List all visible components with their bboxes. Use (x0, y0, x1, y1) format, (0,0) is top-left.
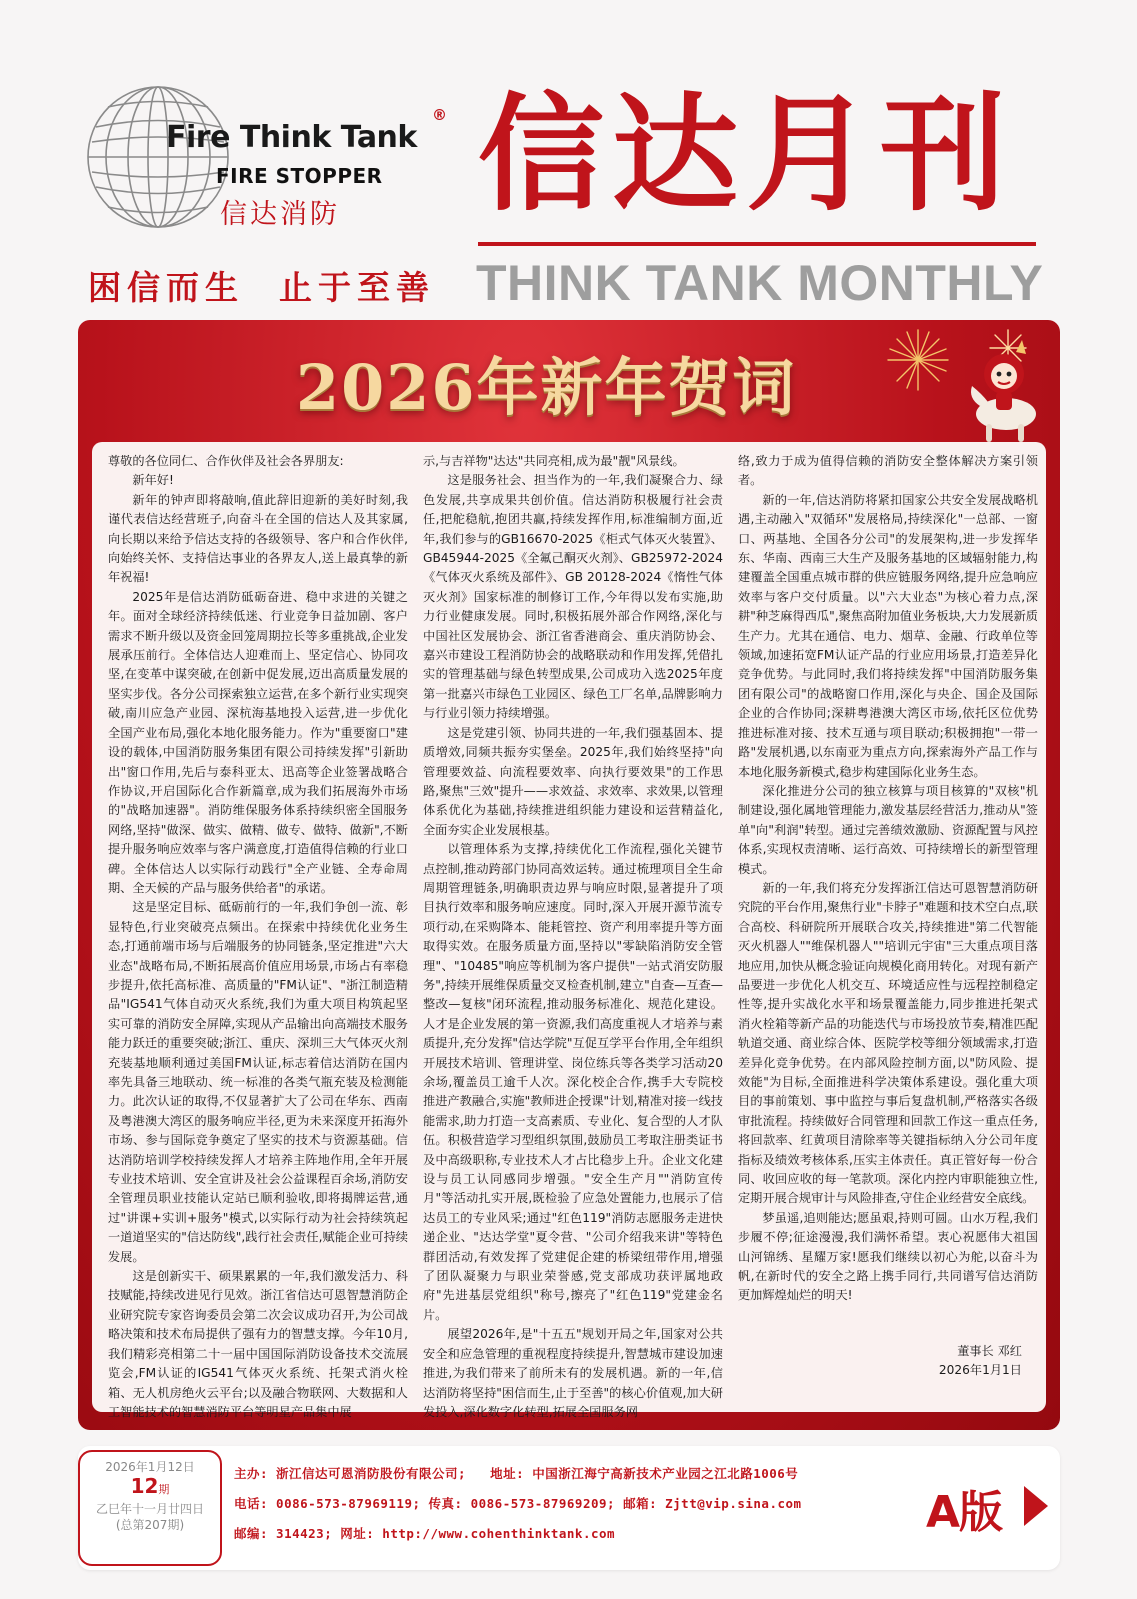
publication-title: 信达月刊 (478, 81, 1014, 228)
letter-paragraph: 展望2026年,是"十五五"规划开局之年,国家对公共安全和应急管理的重视程度持续提升,智慧城市建设加速推进,为我们带来了前所未有的发展机遇。新的一年,信达消防将坚持"困信而生,止于至善"的核心价值观,加大研发投入,深化数字化转型,拓展全国服务网 (423, 1327, 723, 1419)
issue-number-value: 12 (130, 1474, 159, 1498)
letter-paragraph: 深化推进分公司的独立核算与项目核算的"双核"机制建设,强化属地管理能力,激发基层经营活力,推动从"签单"向"利润"转型。通过完善绩效激励、资源配置与风控体系,实现权责清晰、运行高效、可持续增长的新型管理模式。 (738, 783, 1038, 876)
issue-date: 2026年1月12日 (105, 1460, 195, 1474)
letter-paragraph: 这是创新实干、硕果累累的一年,我们激发活力、科技赋能,持续改进见行见效。浙江省信达可恩智慧消防企业研究院专家咨询委员会第二次会议成功召开,为公司战略决策和技术布局提供了强有力的智慧支撑。今年10月,我们精彩亮相第二十一届中国国际消防设备技术交流展览会,FM认证的IG541气体灭火系统、托架式消火栓箱、无人机房绝火云平台;以及融合物联网、大数据和人工智能技术的智慧消防平台等明星产品集中展 (108, 1269, 408, 1419)
letter-paragraph: 尊敬的各位同仁、合作伙伴及社会各界朋友: (108, 454, 344, 468)
letter-column-3 (738, 452, 1038, 1306)
letter-paragraph: 络,致力于成为值得信赖的消防安全整体解决方案引领者。 (738, 454, 1038, 488)
issue-number-suffix: 期 (158, 1483, 170, 1496)
letter-paragraph: 新的一年,我们将充分发挥浙江信达可恩智慧消防研究院的平台作用,聚焦行业"卡脖子"难题和技术空白点,联合高校、科研院所开展联合攻关,持续推进"第二代智能灭火机器人""维保机器人""培训元宇宙"三大重点项目落地应用,加快从概念验证向规模化商用转化。对现有新产品要进一步优化人机交互、环境适应性与远程控制稳定性等,提升实战化水平和场景覆盖能力,同步推进托架式消火栓箱等新产品的功能迭代与市场投放节奏,精准匹配轨道交通、商业综合体、医院学校等细分领域需求,打造差异化竞争优势。在内部风险控制方面,以"防风险、提效能"为目标,全面推进科学决策体系建设。强化重大项目的事前策划、事中监控与事后复盘机制,严格落实各级审批流程。持续做好合同管理和回款工作这一重点任务,将回款率、红黄项目清除率等关键指标纳入分公司年度指标及绩效考核体系,压实主体责任。真正管好每一份合同、收回应收的每一笔款项。深化内控内审职能独立性,定期开展合规审计与风险排查,守住企业经营安全底线。 (738, 880, 1038, 1206)
postal-website-info: 邮编: 314423; 网址: http://www.cohenthinktank.com (234, 1526, 616, 1541)
edition-label: A版 (926, 1487, 1003, 1538)
letter-paragraph: 新年好! (132, 473, 174, 488)
publication-title-en: THINK TANK MONTHLY (476, 255, 1044, 311)
logo-subtitle: FIRE STOPPER (216, 164, 383, 188)
slogan: 困信而生 止于至善 (88, 268, 435, 307)
letter-paragraph: 以管理体系为支撑,持续优化工作流程,强化关键节点控制,推动跨部门协同高效运转。通过梳理项目全生命周期管理链条,明确职责边界与响应时限,显著提升了项目执行效率和服务响应速度。同时,深入开展开源节流专项行动,在采购降本、能耗管控、资产利用率提升等方面取得实效。在服务质量方面,坚持以"零缺陷消防安全管理"、"10485"响应等机制为客户提供"一站式消安防服务",持续开展维保质量交叉检查机制,建立"自查—互查—整改—复核"闭环流程,推动服务标准化、规范化建设。人才是企业发展的第一资源,我们高度重视人才培养与素质提升,充分发挥"信达学院"互促互学平台作用,全年组织开展技术培训、管理讲堂、岗位练兵等各类学习活动20余场,覆盖员工逾千人次。深化校企合作,携手大专院校推进产教融合,实施"教师进企授课"计划,精准对接一线技能需求,助力打造一支高素质、专业化、复合型的人才队伍。积极营造学习型组织氛围,鼓励员工考取注册类证书及中高级职称,专业技术人才占比稳步上升。企业文化建设与员工认同感同步增强。"安全生产月""消防宣传月"等活动扎实开展,既检验了应急处置能力,也展示了信达员工的专业风采;通过"红色119"消防志愿服务走进快递企业、"达达学堂"夏令营、"公司介绍我来讲"等特色群团活动,有效发挥了党建促企建的桥梁纽带作用,增强了团队凝聚力与职业荣誉感,党支部成功获评属地政府"先进基层党组织"称号,擦亮了"红色119"党建金名片。 (423, 842, 723, 1322)
title-divider (478, 242, 1036, 246)
letter-paragraph: 这是坚定目标、砥砺前行的一年,我们争创一流、彰显特色,行业突破亮点频出。在探索中持续优化业务生态,打通前端市场与后端服务的协同链条,坚定推进"六大业态"战略布局,不断拓展高价值应用场景,市场占有率稳步提升,依托高标准、高质量的"FM认证"、"浙江制造精品"IG541气体自动灭火系统,我们为重大项目构筑起坚实可靠的消防安全屏障,实现从产品输出向高端技术服务能力跃迁的重要突破;浙江、重庆、深圳三大气体灭火剂充装基地顺利通过美国FM认证,标志着信达消防在国内率先具备三地联动、统一标准的各类气瓶充装及检测能力。此次认证的取得,不仅显著扩大了公司在华东、西南及粤港澳大湾区的服务响应半径,更为未来深度开拓海外市场、参与国际竞争奠定了坚实的技术与资源基础。信达消防培训学校持续发挥人才培养主阵地作用,全年开展专业技术培训、安全宣讲及社会公益课程百余场,消防安全管理员职业技能认定站已顺利验收,即将揭牌运营,通过"讲课+实训+服务"模式,以实际行动为社会持续筑起一道道坚实的"信达防线",践行社会责任,赋能企业可持续发展。 (108, 900, 408, 1264)
signature-block (938, 1342, 1022, 1380)
letter-paragraph: 梦虽遥,追则能达;愿虽艰,持则可圆。山水万程,我们步履不停;征途漫漫,我们满怀希望。衷心祝愿伟大祖国山河锦绣、星耀万家!愿我们继续以初心为舵,以奋斗为帆,在新时代的安全之路上携手同行,共同谱写信达消防更加辉煌灿烂的明天! (738, 1210, 1038, 1303)
contact-info: 电话: 0086-573-87969119; 传真: 0086-573-87969209; 邮箱: Zjtt@vip.sina.com (234, 1496, 802, 1511)
registered-mark: ® (432, 106, 447, 124)
letter-column-1 (108, 452, 408, 1422)
letter-paragraph: 这是党建引领、协同共进的一年,我们强基固本、提质增效,同频共振夯实堡垒。2025年,我们始终坚持"向管理要效益、向流程要效率、向执行要效果"的工作思路,聚焦"三效"提升——求效益、求效率、求效果,以管理体系优化为基础,持续推进组织能力建设和运营精益化,全面夯实企业发展根基。 (423, 725, 723, 837)
panel-title: 2026年新年贺词 (296, 351, 797, 424)
letter-column-2 (423, 452, 723, 1422)
letter-paragraph: 这是服务社会、担当作为的一年,我们凝聚合力、绿色发展,共享成果共创价值。信达消防积极履行社会责任,把舵稳航,抱团共赢,持续发挥作用,标准编制方面,近年,我们参与的GB16670-2025《柜式气体灭火装置》、GB45944-2025《全氟己酮灭火剂》、GB25972-2024《气体灭火系统及部件》、GB 20128-2024《惰性气体灭火剂》国家标准的制修订工作,今年得以发布实施,助力行业健康发展。同时,积极拓展外部合作网络,深化与中国社区发展协会、浙江省香港商会、重庆消防协会、嘉兴市建设工程消防协会的战略联动和作用发挥,凭借扎实的管理基础与绿色转型成果,公司成功入选2025年度第一批嘉兴市绿色工业园区、绿色工厂名单,品牌影响力与行业引领力持续增强。 (423, 473, 723, 721)
mascot-icon (958, 336, 1048, 446)
brand-logo (78, 82, 458, 232)
publisher-info: 主办: 浙江信达可恩消防股份有限公司; 地址: 中国浙江海宁高新技术产业园之江北路1006号 (234, 1466, 799, 1481)
footer-bar (78, 1446, 1060, 1570)
letter-paragraph: 新的一年,信达消防将紧扣国家公共安全发展战略机遇,主动融入"双循环"发展格局,持续深化"一总部、一窗口、两基地、全国各分公司"的发展架构,进一步发挥华东、华南、西南三大生产及服务基地的区域辐射能力,构建覆盖全国重点城市群的供应链服务网络,提升应急响应效率与客户交付质量。以"六大业态"为核心着力点,深耕"种芝麻得西瓜",聚焦高附加值业务板块,大力发展新质生产力。尤其在通信、电力、烟草、金融、行政单位等领域,加速拓宽FM认证产品的行业应用场景,打造差异化竞争优势。与此同时,我们将持续发挥"中国消防服务集团有限公司"的战略窗口作用,深化与央企、国企及国际企业的合作协同;深耕粤港澳大湾区市场,依托区位优势推进标准对接、技术互通与项目联动;积极拥抱"一带一路"发展机遇,以东南亚为重点方向,探索海外产品工作与本地化服务新模式,稳步构建国际化业务生态。 (738, 492, 1038, 779)
letter-paragraph: 2025年是信达消防砥砺奋进、稳中求进的关键之年。面对全球经济持续低迷、行业竞争日益加剧、客户需求不断升级以及资金回笼周期拉长等多重挑战,企业发展承压前行。全体信达人迎难而上、坚定信心、协同攻坚,在变革中谋突破,在创新中促发展,迈出高质量发展的坚实步伐。各分公司探索独立运营,在多个新行业实现突破,南川应急产业园、深杭海基地投入运营,进一步优化全国产业布局,强化本地化服务能力。作为"重要窗口"建设的载体,中国消防服务集团有限公司持续发挥"引新助出"窗口作用,先后与泰科亚太、迅高等企业签署战略合作协议,开启国际化合作新篇章,成为我们拓展海外市场的"战略加速器"。消防维保服务体系持续织密全国服务网络,坚持"做深、做实、做精、做专、做特、做新",不断提升服务响应效率与客户满意度,打造值得信赖的行业口碑。全体信达人以实际行动践行"全产业链、全寿命周期、全天候的产品与服务供给者"的承诺。 (108, 589, 408, 895)
issue-number (80, 1475, 220, 1501)
signature-name: 董事长 邓红 (957, 1344, 1022, 1358)
greeting-panel (78, 320, 1060, 1430)
logo-chinese-name: 信达消防 (220, 199, 340, 230)
signature-date: 2026年1月1日 (938, 1363, 1022, 1377)
arrow-right-icon (1024, 1486, 1048, 1526)
lunar-date: 乙巳年十一月廿四日 (95, 1502, 204, 1516)
issue-date-box (78, 1450, 222, 1566)
letter-paragraph: 新年的钟声即将敲响,值此辞旧迎新的美好时刻,我谨代表信达经营班子,向奋斗在全国的信达人及其家属,向长期以来给予信达支持的各级领导、客户和合作伙伴,向始终关怀、支持信达事业的各界友人,送上最真挚的新年祝福! (108, 492, 408, 585)
letter-paragraph: 示,与吉祥物"达达"共同亮相,成为最"靓"风景线。 (423, 454, 685, 468)
logo-wordmark: Fire Think Tank (166, 120, 417, 155)
total-issue: (总第207期) (115, 1518, 185, 1532)
